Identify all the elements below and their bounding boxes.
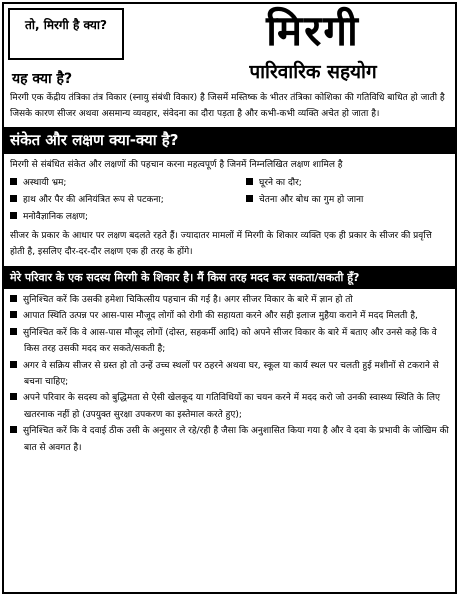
poster-header xyxy=(4,4,455,90)
page-subtitle: पारिवारिक सहयोग xyxy=(249,61,377,83)
symptom-item: घूरने का दौर; xyxy=(246,175,449,192)
bullet-icon xyxy=(10,426,17,433)
bullet-icon xyxy=(10,311,17,318)
help-item: अपने परिवार के सदस्य को बुद्धिमता से ऐसी खेलकूद या गतिविधियों का चयन करने में मदद करो जो उनकी स्वास्थ्य स्थिति के लिए खतरनाक नहीं हो (उपयुक्त सुरक्षा उपकरण का इस्तेमाल करते हुए); xyxy=(10,390,449,423)
bullet-icon xyxy=(246,178,253,185)
poster xyxy=(2,2,457,594)
symptom-list xyxy=(10,175,449,226)
question-box: तो, मिरगी है क्या? xyxy=(8,8,124,60)
bullet-icon xyxy=(10,361,17,368)
help-item: सुनिश्चित करें कि वे आस-पास मौजूद लोगों (दोस्त, सहकर्मी आदि) को अपने सीजर विकार के बारे में बताए और उनसे कहे कि वे किस तरह उसकी मदद कर सकते/सकती है; xyxy=(10,325,449,358)
bullet-icon xyxy=(246,195,253,202)
bullet-icon xyxy=(10,178,17,185)
section3-heading: मेरे परिवार के एक सदस्य मिरगी के शिकार है। मैं किस तरह मदद कर सकता/सकती हूँ? xyxy=(4,266,455,289)
symptom-item: हाथ और पैर की अनियंत्रित रूप से पटकना; xyxy=(10,192,246,209)
symptom-item: मनोवैज्ञानिक लक्षण; xyxy=(10,209,246,226)
help-item: सुनिश्चित करें कि उसकी हमेशा चिकित्सीय पहचान की गई है। अगर सीजर विकार के बारे में ज्ञान हो तो xyxy=(10,292,449,308)
page-title: मिरगी xyxy=(266,6,360,55)
section2-outro: सीजर के प्रकार के आधार पर लक्षण बदलते रहते हैं। ज्यादातर मामलों में मिरगी के शिकार व्यक्ति एक ही प्रकार के सीजर की प्रवृत्ति होती है, इसलिए दौर-दर-दौर लक्षण एक ही तरह के होंगे। xyxy=(10,231,432,257)
help-list xyxy=(10,292,449,456)
section1-heading: यह क्या है? xyxy=(12,71,73,87)
help-item: अगर वे सक्रिय सीजर से ग्रस्त हो तो उन्हें उच्च स्थलों पर ठहरने अथवा घर, स्कूल या कार्य स्थल पर चलती हुई मशीनों से टकराने से बचना चाहिए; xyxy=(10,358,449,391)
bullet-icon xyxy=(10,328,17,335)
help-item: सुनिश्चित करें कि वे दवाई ठीक उसी के अनुसार ले रहे/रही है जैसा कि अनुशासित किया गया है और वे दवा के प्रभावी के जोखिम की बात से अवगत है। xyxy=(10,423,449,456)
section2-heading: संकेत और लक्षण क्या-क्या है? xyxy=(4,127,455,154)
section2-intro: मिरगी से संबंधित संकेत और लक्षणों की पहचान करना महत्वपूर्ण है जिनमें निम्नलिखित लक्षण शामिल है xyxy=(10,160,343,170)
bullet-icon xyxy=(10,393,17,400)
help-item: आपात स्थिति उत्पन्न पर आस-पास मौजूद लोगों को रोगी की सहायता करने और सही इलाज मुहैया कराने में मदद मिलती है, xyxy=(10,308,449,324)
bullet-icon xyxy=(10,295,17,302)
symptom-item: चेतना और बोध का गुम हो जाना xyxy=(246,192,449,209)
bullet-icon xyxy=(10,195,17,202)
bullet-icon xyxy=(10,212,17,219)
section1-text: मिरगी एक केंद्रीय तंत्रिका तंत्र विकार (स्नायु संबंधी विकार) है जिसमें मस्तिष्क के भीतर तंत्रिका कोशिका की गतिविधि बाधित हो जाती है जिसके कारण सीजर अथवा असमान्य व्यवहार, संवेदना का दौरा पड़ता है और कभी-कभी व्यक्ति अचेत हो जाता है। xyxy=(10,93,445,119)
symptom-item: अस्थायी भ्रम; xyxy=(10,175,246,192)
